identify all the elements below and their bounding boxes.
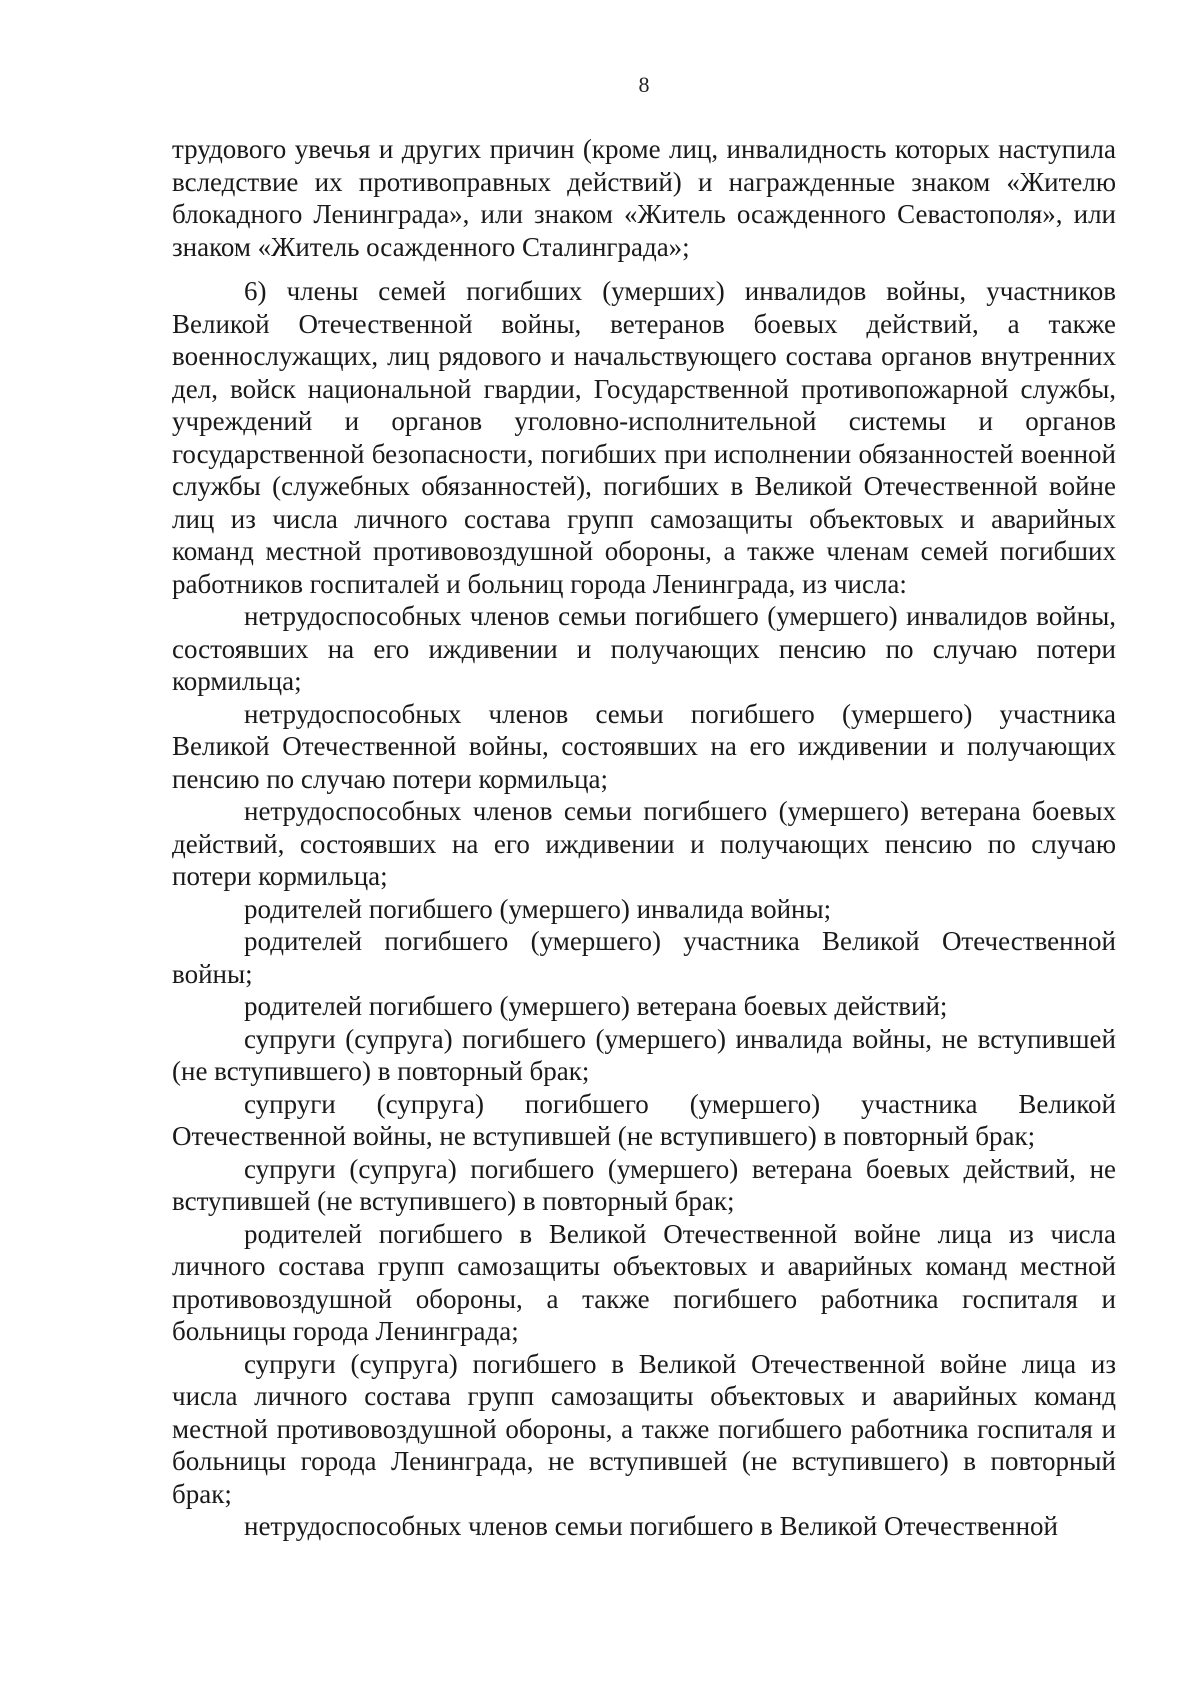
paragraph-subitem: супруги (супруга) погибшего (умершего) инвалида войны, не вступившей (не вступившего) в повторный брак; [172,1023,1116,1086]
paragraph-subitem: нетрудоспособных членов семьи погибшего (умершего) участника Великой Отечественной войны, состоявших на его иждивении и получающих пенсию по случаю потери кормильца; [172,698,1116,794]
paragraph-subitem: нетрудоспособных членов семьи погибшего (умершего) ветерана боевых действий, состоявших на его иждивении и получающих пенсию по случаю потери кормильца; [172,796,1116,891]
paragraph-subitem: родителей погибшего (умершего) участника Великой Отечественной войны; [172,926,1116,989]
document-body [172,133,1116,1543]
paragraph-subitem: супруги (супруга) погибшего (умершего) ветерана боевых действий, не вступившей (не вступившего) в повторный брак; [172,1153,1116,1216]
paragraph-subitem: родителей погибшего (умершего) ветерана боевых действий; [244,991,948,1021]
paragraph-subitem: нетрудоспособных членов семьи погибшего в Великой Отечественной [244,1511,1059,1541]
paragraph-subitem: супруги (супруга) погибшего в Великой Отечественной войне лица из числа личного состава групп самозащиты объектовых и аварийных команд местной противовоздушной обороны, а также погибшего работника госпиталя и больницы города Ленинграда, не вступившей (не вступившего) в повторный брак; [172,1348,1116,1509]
paragraph-item-6: 6) члены семей погибших (умерших) инвалидов войны, участников Великой Отечественной войны, ветеранов боевых действий, а также военнослужащих, лиц рядового и начальствующего состава органов внутренних дел, войск национальной гвардии, Государственной противопожарной службы, учреждений и органов уголовно-исполнительной системы и органов государственной безопасности, погибших при исполнении обязанностей военной службы (служебных обязанностей), погибших в Великой Отечественной войне лиц из числа личного состава групп самозащиты объектовых и аварийных команд местной противовоздушной обороны, а также членам семей погибших работников госпиталей и больниц города Ленинграда, из числа: [172,276,1116,599]
paragraph-subitem: родителей погибшего в Великой Отечественной войне лица из числа личного состава групп самозащиты объектовых и аварийных команд местной противовоздушной обороны, а также погибшего работника госпиталя и больницы города Ленинграда; [172,1218,1116,1346]
page-number: 8 [638,72,650,97]
paragraph-subitem: нетрудоспособных членов семьи погибшего (умершего) инвалидов войны, состоявших на его иждивении и получающих пенсию по случаю потери кормильца; [172,601,1116,696]
paragraph-subitem: родителей погибшего (умершего) инвалида войны; [244,893,832,924]
paragraph-subitem: супруги (супруга) погибшего (умершего) участника Великой Отечественной войны, не вступившей (не вступившего) в повторный брак; [172,1088,1116,1151]
paragraph-continuation: трудового увечья и других причин (кроме лиц, инвалидность которых наступила вследствие их противоправных действий) и награжденные знаком «Жителю блокадного Ленинграда», или знаком «Житель осажденного Севастополя», или знаком «Житель осажденного Сталинграда»; [172,134,1116,262]
